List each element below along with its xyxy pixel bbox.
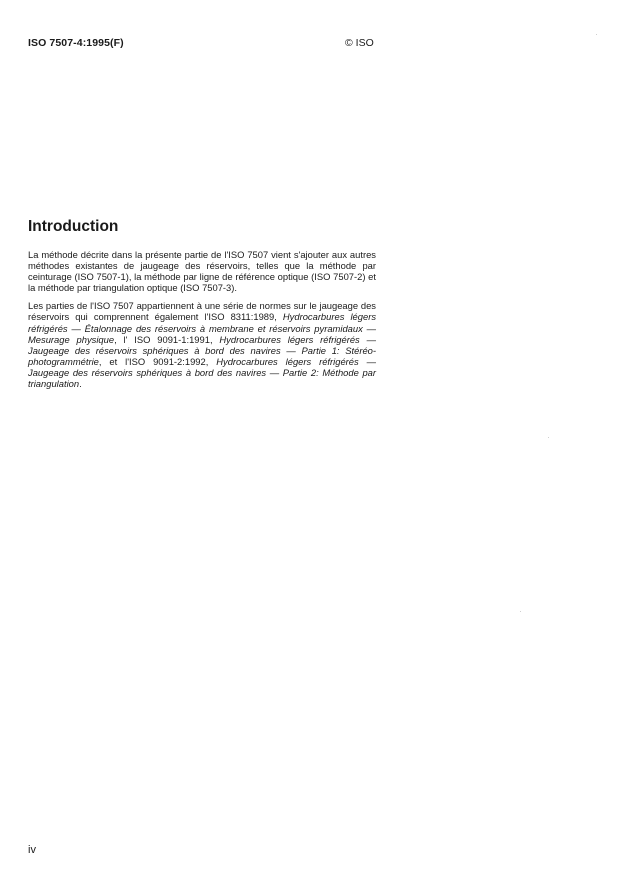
scan-speck xyxy=(548,437,549,438)
paragraph-2 xyxy=(28,300,376,389)
cited-standard-title: Hydrocarbures légers réfrigérés — Étalonnage des réservoirs à membrane et réservoirs pyramidaux — Mesurage physique xyxy=(28,311,377,345)
page-number: iv xyxy=(28,844,36,856)
paragraph-1: La méthode décrite dans la présente partie de l'ISO 7507 vient s'ajouter aux autres méthodes existantes de jaugeage des réservoirs, telles que la méthode par ceinturage (ISO 7507-1), la méthode par ligne de référence optique (ISO 7507-2) et la méthode par triangulation optique (ISO 7507-3). xyxy=(28,249,376,294)
copyright-notice: © ISO xyxy=(345,37,374,49)
introduction-body xyxy=(28,249,376,396)
document-reference: ISO 7507-4:1995(F) xyxy=(28,37,124,49)
scan-speck xyxy=(520,611,521,612)
section-title: Introduction xyxy=(28,218,119,235)
cited-standard-title: Hydrocarbures légers réfrigérés — Jaugeage des réservoirs sphériques à bord des navires — Partie 1: Stéréo-photogrammétrie xyxy=(28,333,376,367)
scan-speck xyxy=(596,34,597,35)
cited-standard-title: Hydrocarbures légers réfrigérés — Jaugeage des réservoirs sphériques à bord des navires — Partie 2: Méthode par triangulation xyxy=(28,355,376,390)
paragraph-2-text: . xyxy=(79,378,82,390)
paragraph-2-text: , l' ISO 9091-1:1991, xyxy=(114,333,220,345)
paragraph-2-text: Les parties de l'ISO 7507 appartiennent à une série de normes sur le jaugeage des réservoirs qui comprennent également l'ISO 8311:1989, xyxy=(28,300,376,323)
paragraph-2-text: , et l'ISO 9091-2:1992, xyxy=(98,355,217,367)
